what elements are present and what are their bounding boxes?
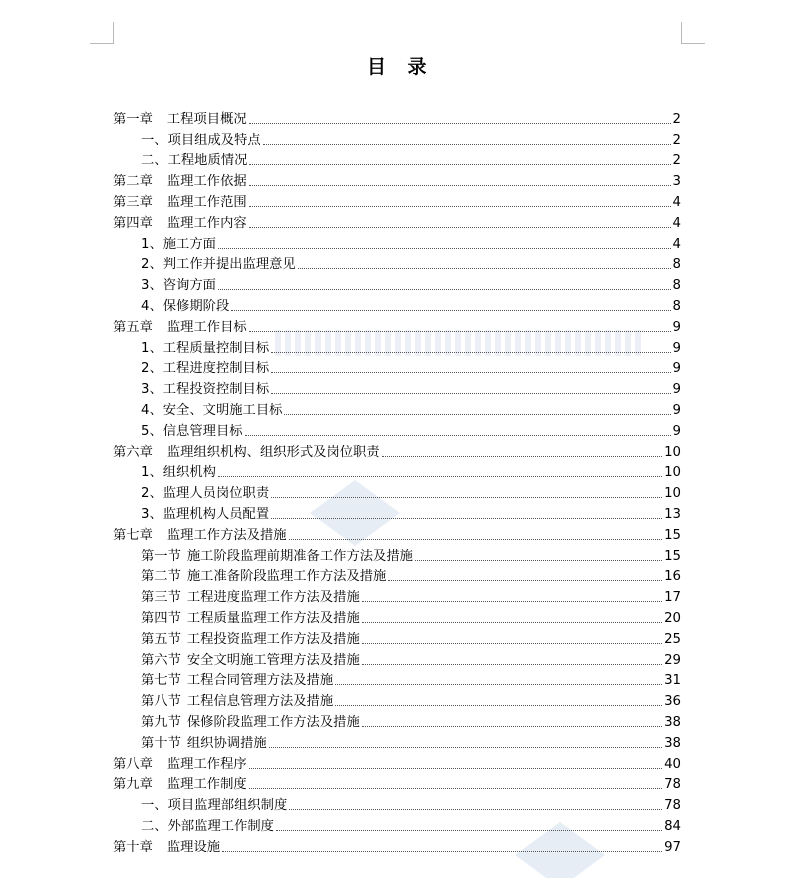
dot-leader (362, 726, 662, 727)
dot-leader (382, 456, 662, 457)
toc-entry[interactable] (113, 669, 681, 690)
toc-entry-title: 1、施工方面 (141, 236, 216, 252)
dot-leader (249, 123, 671, 124)
toc-entry-title: 二、工程地质情况 (141, 153, 248, 169)
toc-entry[interactable] (113, 648, 681, 669)
toc-entry-page-number: 15 (664, 548, 681, 564)
toc-entry-label (141, 299, 229, 315)
toc-entry-title: 保修阶段监理工作方法及措施 (186, 714, 360, 730)
toc-entry-title: 监理组织机构、组织形式及岗位职责 (166, 444, 380, 460)
dot-leader (335, 705, 662, 706)
dot-leader (276, 830, 662, 831)
dot-leader (218, 476, 662, 477)
toc-entry-page-number: 3 (672, 174, 681, 190)
toc-entry-number: 第三节 (141, 590, 181, 606)
toc-entry-page-number: 20 (664, 610, 681, 626)
toc-entry-title: 监理工作制度 (166, 777, 247, 793)
toc-entry[interactable] (113, 440, 681, 461)
toc-entry-title: 监理工作内容 (166, 215, 247, 231)
toc-entry-title: 工程进度监理工作方法及措施 (186, 590, 360, 606)
toc-entry-label (141, 819, 274, 835)
dot-leader (249, 788, 662, 789)
toc-entry-title: 3、咨询方面 (141, 278, 216, 294)
toc-entry-label (141, 590, 360, 606)
toc-entry-page-number: 8 (672, 278, 681, 294)
toc-entry-title: 施工准备阶段监理工作方法及措施 (186, 569, 387, 585)
toc-entry-title: 1、工程质量控制目标 (141, 340, 270, 356)
toc-entry-title: 3、监理机构人员配置 (141, 506, 270, 522)
toc-entry-label (141, 549, 413, 565)
toc-entry[interactable] (113, 294, 681, 315)
toc-entry-label (113, 112, 247, 128)
toc-entry-label (141, 736, 267, 752)
toc-entry-number: 第六章 (113, 444, 153, 460)
toc-entry-page-number: 10 (664, 486, 681, 502)
toc-entry-number: 第五章 (113, 319, 153, 335)
toc-entry-title: 监理工作目标 (166, 319, 247, 335)
toc-entry-page-number: 10 (664, 465, 681, 481)
toc-entry-label (141, 361, 269, 377)
toc-entry-label (141, 382, 269, 398)
toc-entry[interactable] (113, 814, 681, 835)
toc-entry-page-number: 38 (664, 714, 681, 730)
toc-entry-label (141, 153, 247, 169)
toc-entry-label (141, 715, 360, 731)
toc-entry[interactable] (113, 398, 681, 419)
toc-entry-page-number: 2 (672, 153, 681, 169)
toc-entry-label (141, 465, 216, 481)
toc-entry-label (141, 611, 360, 627)
dot-leader (271, 352, 670, 353)
dot-leader (249, 164, 670, 165)
toc-entry-title: 4、保修期阶段 (141, 298, 230, 314)
toc-entry[interactable] (113, 565, 681, 586)
toc-entry[interactable] (113, 752, 681, 773)
toc-entry[interactable] (113, 357, 681, 378)
toc-entry-number: 第四章 (113, 215, 153, 231)
toc-entry-number: 第十章 (113, 839, 153, 855)
toc-entry-page-number: 97 (664, 839, 681, 855)
toc-entry-label (113, 528, 287, 544)
toc-entry-title: 一、项目监理部组织制度 (141, 798, 288, 814)
toc-entry-number: 第七节 (141, 673, 181, 689)
toc-entry-page-number: 36 (664, 694, 681, 710)
toc-entry-label (141, 694, 333, 710)
toc-entry[interactable] (113, 710, 681, 731)
dot-leader (271, 393, 670, 394)
toc-entry-label (113, 840, 220, 856)
toc-entry-label (141, 653, 360, 669)
toc-entry[interactable] (113, 502, 681, 523)
page-title: 目 录 (366, 56, 428, 78)
toc-entry-page-number: 25 (664, 631, 681, 647)
toc-entry-page-number: 4 (672, 236, 681, 252)
toc-entry[interactable] (113, 481, 681, 502)
toc-entry[interactable] (113, 835, 681, 856)
toc-entry[interactable] (113, 627, 681, 648)
dot-leader (271, 372, 670, 373)
table-of-contents (113, 107, 681, 856)
toc-entry-number: 第一章 (113, 111, 153, 127)
toc-entry-title: 监理设施 (166, 839, 221, 855)
toc-entry-title: 工程合同管理方法及措施 (186, 673, 334, 689)
toc-entry-title: 5、信息管理目标 (141, 423, 243, 439)
toc-entry-label (113, 445, 380, 461)
toc-entry-title: 3、工程投资控制目标 (141, 382, 270, 398)
toc-entry-page-number: 13 (664, 506, 681, 522)
toc-entry-number: 第六节 (141, 652, 181, 668)
toc-entry-title: 2、监理人员岗位职责 (141, 486, 270, 502)
toc-entry-page-number: 9 (672, 382, 681, 398)
toc-entry-title: 监理工作范围 (166, 194, 247, 210)
toc-entry-title: 工程信息管理方法及措施 (186, 694, 334, 710)
toc-entry-label (141, 278, 216, 294)
toc-entry-title: 监理工作依据 (166, 174, 247, 190)
dot-leader (218, 248, 671, 249)
toc-entry-title: 安全文明施工管理方法及措施 (186, 652, 360, 668)
toc-entry-page-number: 8 (672, 298, 681, 314)
dot-leader (415, 560, 662, 561)
toc-entry-label (141, 257, 296, 273)
toc-entry[interactable] (113, 523, 681, 544)
dot-leader (263, 144, 671, 145)
toc-entry[interactable] (113, 544, 681, 565)
dot-leader (271, 518, 662, 519)
toc-entry-title: 工程投资监理工作方法及措施 (186, 631, 360, 647)
toc-entry-page-number: 17 (664, 590, 681, 606)
toc-entry-number: 第二节 (141, 569, 181, 585)
dot-leader (362, 664, 662, 665)
toc-entry-page-number: 78 (664, 777, 681, 793)
toc-entry-title: 监理工作程序 (166, 756, 247, 772)
dot-leader (362, 622, 662, 623)
dot-leader (289, 539, 663, 540)
toc-entry[interactable] (113, 606, 681, 627)
toc-entry-page-number: 16 (664, 569, 681, 585)
toc-entry-number: 第九节 (141, 714, 181, 730)
toc-entry[interactable] (113, 315, 681, 336)
toc-entry-page-number: 9 (672, 340, 681, 356)
toc-entry[interactable] (113, 773, 681, 794)
toc-entry-label (113, 195, 247, 211)
dot-leader (284, 414, 670, 415)
toc-entry-label (113, 777, 247, 793)
toc-entry-page-number: 9 (672, 423, 681, 439)
toc-entry-page-number: 10 (664, 444, 681, 460)
toc-entry-page-number: 38 (664, 735, 681, 751)
toc-entry[interactable] (113, 273, 681, 294)
toc-entry-title: 施工阶段监理前期准备工作方法及措施 (186, 548, 413, 564)
toc-entry-title: 组织协调措施 (186, 735, 267, 751)
toc-entry[interactable] (113, 377, 681, 398)
toc-entry-page-number: 8 (672, 257, 681, 273)
dot-leader (218, 289, 671, 290)
dot-leader (222, 851, 662, 852)
toc-entry-label (113, 320, 247, 336)
toc-entry-label (141, 673, 333, 689)
dot-leader (249, 331, 671, 332)
toc-entry-page-number: 40 (664, 756, 681, 772)
toc-entry[interactable] (113, 211, 681, 232)
dot-leader (249, 185, 671, 186)
toc-entry-title: 4、安全、文明施工目标 (141, 402, 283, 418)
toc-entry-number: 第七章 (113, 527, 153, 543)
toc-entry-title: 2、判工作并提出监理意见 (141, 257, 296, 273)
toc-entry-label (141, 237, 216, 253)
dot-leader (249, 227, 671, 228)
toc-entry[interactable] (113, 190, 681, 211)
toc-entry-number: 第五节 (141, 631, 181, 647)
toc-entry-page-number: 84 (664, 818, 681, 834)
toc-entry-label (141, 133, 261, 149)
dot-leader (298, 268, 671, 269)
toc-entry[interactable] (113, 169, 681, 190)
toc-entry[interactable] (113, 107, 681, 128)
dot-leader (271, 497, 662, 498)
toc-entry-number: 第二章 (113, 174, 153, 190)
toc-entry-title: 工程质量监理工作方法及措施 (186, 610, 360, 626)
toc-entry[interactable] (113, 419, 681, 440)
toc-entry-page-number: 31 (664, 673, 681, 689)
toc-entry-label (141, 569, 386, 585)
toc-entry-page-number: 2 (672, 132, 681, 148)
toc-entry-title: 2、工程进度控制目标 (141, 361, 270, 377)
dot-leader (269, 747, 662, 748)
toc-entry-title: 一、项目组成及特点 (141, 132, 261, 148)
toc-entry-page-number: 2 (672, 111, 681, 127)
toc-entry-title: 1、组织机构 (141, 465, 216, 481)
crop-mark-top-left (90, 22, 114, 44)
toc-entry-label (141, 507, 269, 523)
toc-entry-label (141, 486, 269, 502)
dot-leader (249, 206, 671, 207)
toc-entry-label (141, 341, 269, 357)
toc-entry[interactable] (113, 461, 681, 482)
toc-entry-page-number: 78 (664, 798, 681, 814)
toc-entry-title: 监理工作方法及措施 (166, 527, 287, 543)
toc-entry-number: 第三章 (113, 194, 153, 210)
toc-entry-label (113, 174, 247, 190)
toc-entry[interactable] (113, 128, 681, 149)
dot-leader (335, 684, 662, 685)
crop-mark-top-right (681, 22, 705, 44)
dot-leader (249, 768, 662, 769)
toc-entry-page-number: 9 (672, 402, 681, 418)
toc-entry-page-number: 4 (672, 194, 681, 210)
toc-entry[interactable] (113, 689, 681, 710)
dot-leader (388, 580, 662, 581)
dot-leader (362, 601, 662, 602)
toc-entry-label (113, 757, 247, 773)
toc-entry-page-number: 9 (672, 361, 681, 377)
toc-entry-label (141, 424, 243, 440)
toc-entry-page-number: 29 (664, 652, 681, 668)
toc-entry-label (141, 403, 282, 419)
toc-entry[interactable] (113, 793, 681, 814)
toc-entry-title: 二、外部监理工作制度 (141, 818, 274, 834)
toc-entry-number: 第四节 (141, 610, 181, 626)
toc-entry[interactable] (113, 336, 681, 357)
toc-entry-number: 第九章 (113, 777, 153, 793)
toc-entry[interactable] (113, 149, 681, 170)
toc-entry[interactable] (113, 253, 681, 274)
toc-entry[interactable] (113, 232, 681, 253)
toc-entry-title: 工程项目概况 (166, 111, 247, 127)
toc-entry[interactable] (113, 731, 681, 752)
dot-leader (231, 310, 670, 311)
toc-entry[interactable] (113, 585, 681, 606)
toc-entry-number: 第八节 (141, 694, 181, 710)
toc-entry-page-number: 9 (672, 319, 681, 335)
dot-leader (289, 809, 662, 810)
dot-leader (362, 643, 662, 644)
toc-entry-number: 第十节 (141, 735, 181, 751)
dot-leader (245, 435, 671, 436)
toc-entry-page-number: 4 (672, 215, 681, 231)
toc-entry-number: 第八章 (113, 756, 153, 772)
toc-entry-label (141, 798, 287, 814)
toc-entry-number: 第一节 (141, 548, 181, 564)
toc-entry-label (113, 216, 247, 232)
toc-entry-page-number: 15 (664, 527, 681, 543)
toc-entry-label (141, 632, 360, 648)
